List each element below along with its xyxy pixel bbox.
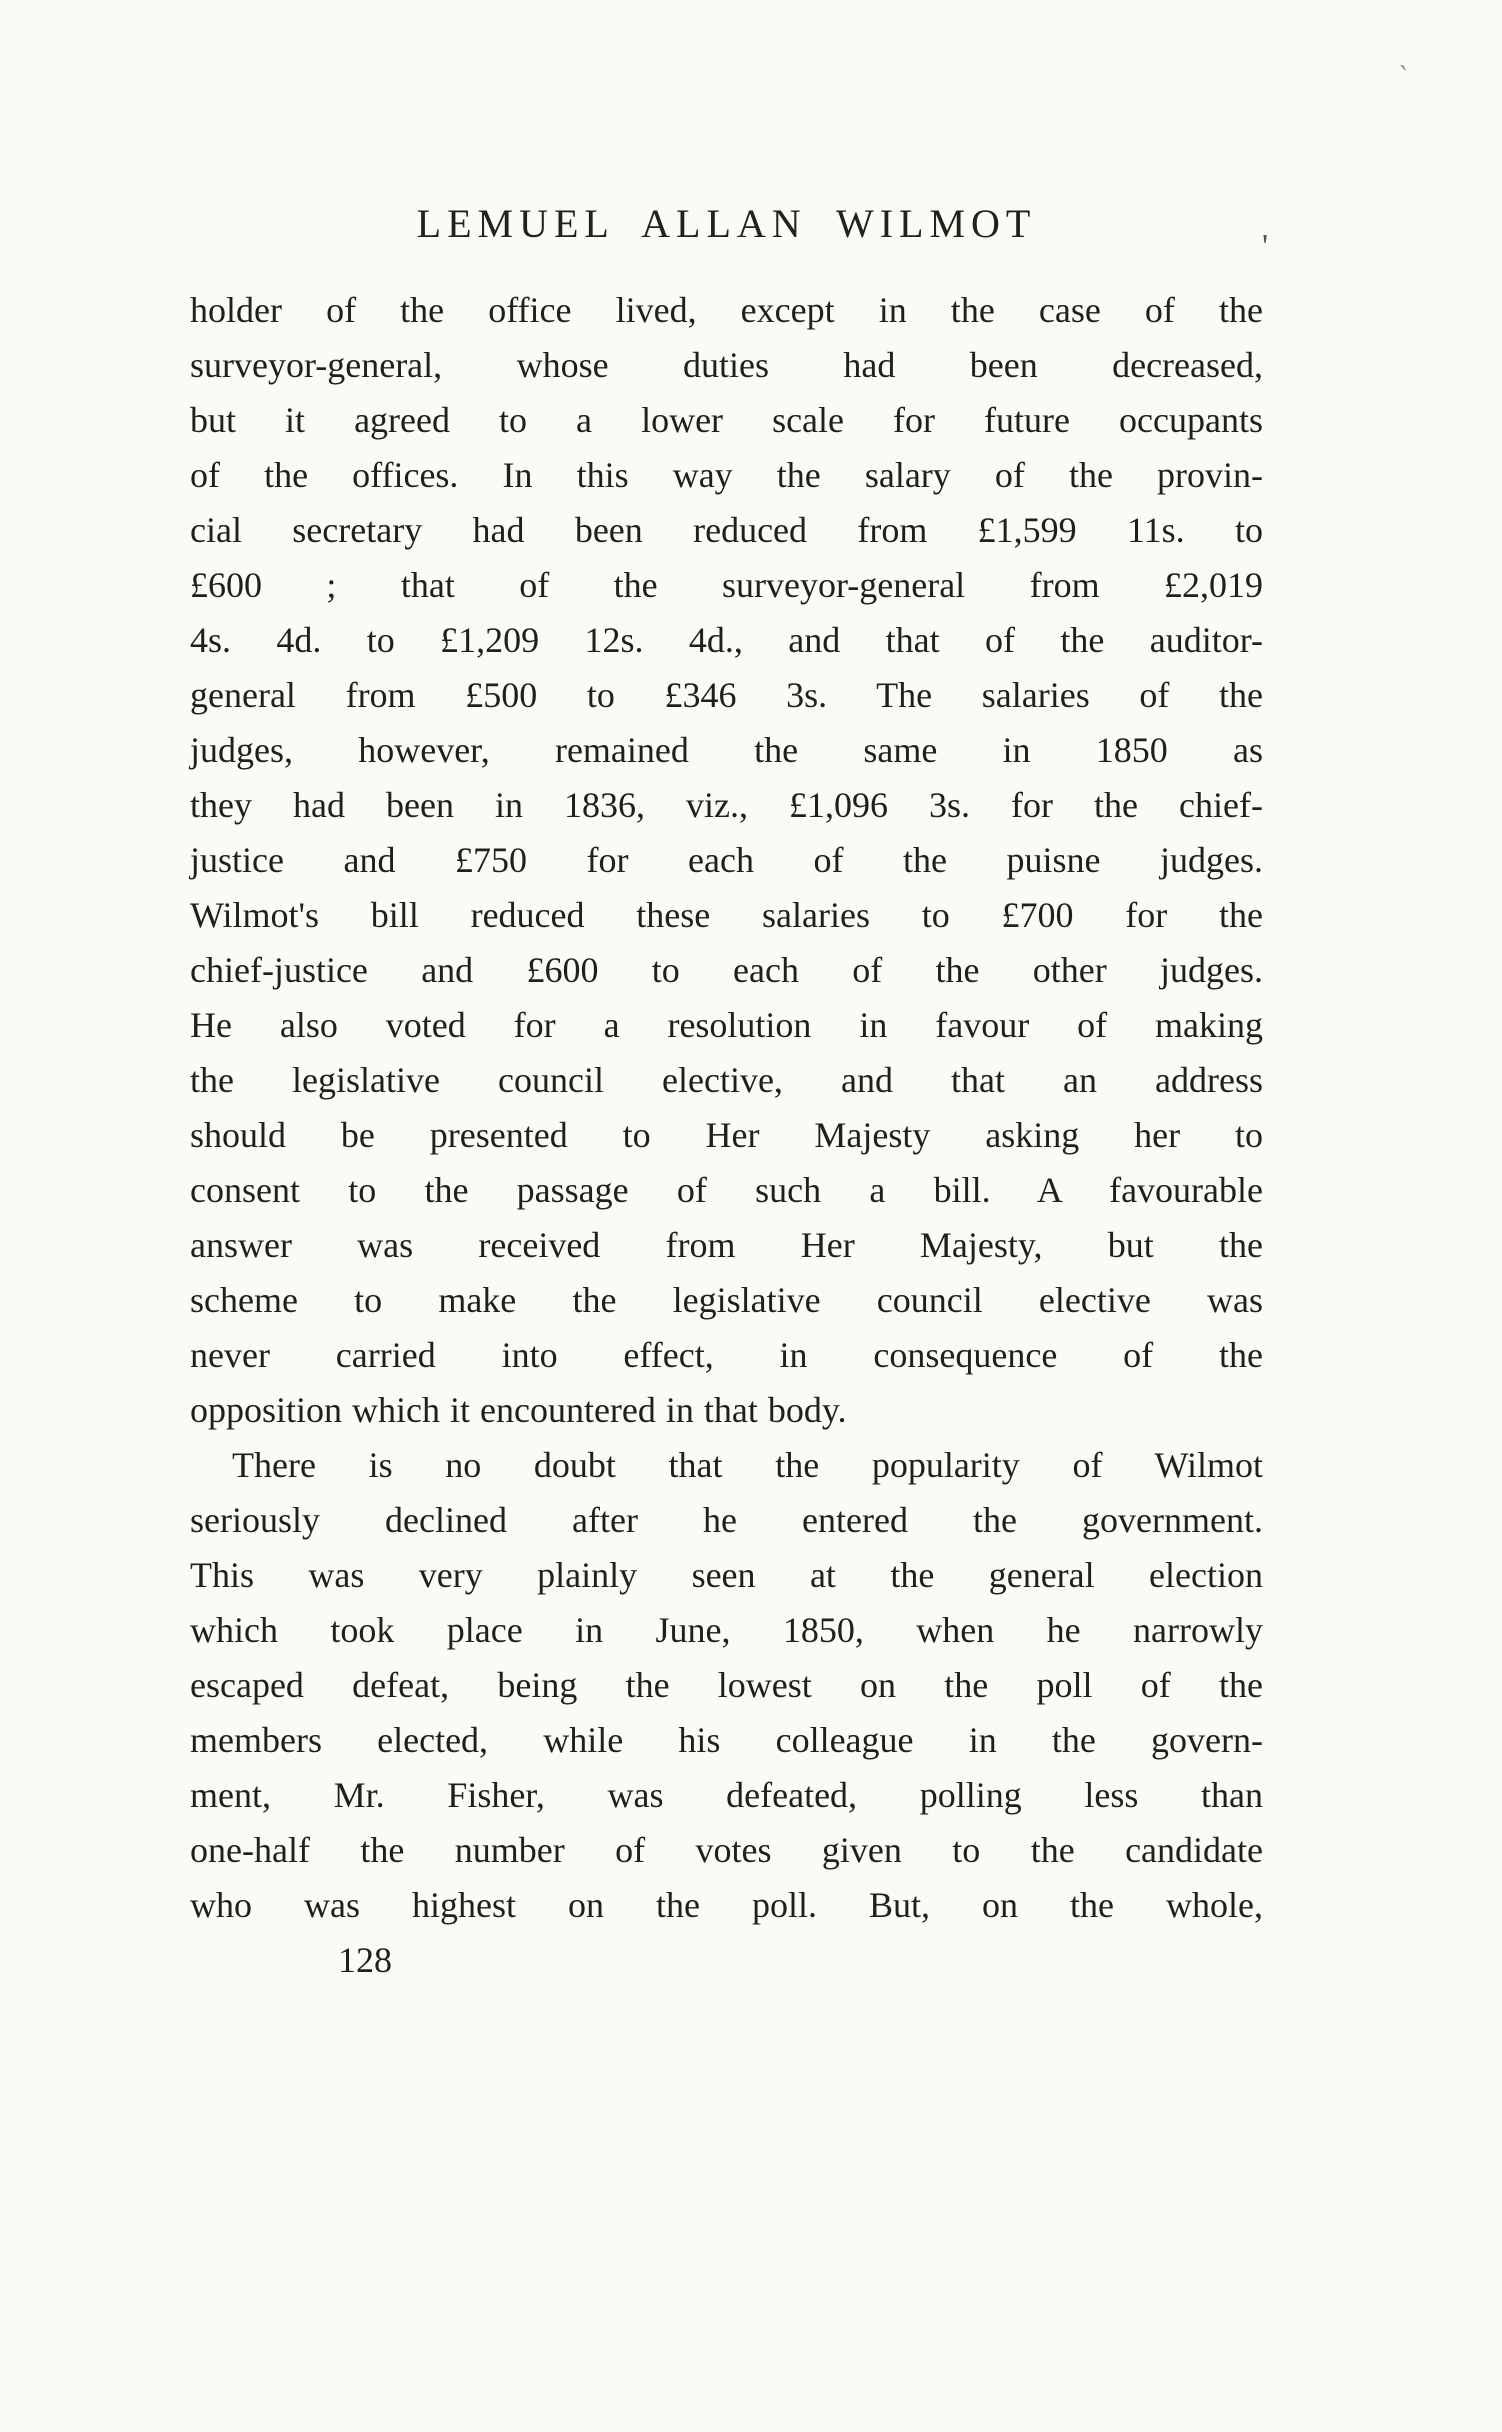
text-line: never carried into effect, in consequence of the — [190, 1335, 1263, 1375]
text-line: but it agreed to a lower scale for future occupants — [190, 400, 1263, 440]
text-line: cial secretary had been reduced from £1,599 11s. to — [190, 510, 1263, 550]
text-line: holder of the office lived, except in the case of the — [190, 290, 1263, 330]
text-line: justice and £750 for each of the puisne judges. — [190, 840, 1263, 880]
text-line: 4s. 4d. to £1,209 12s. 4d., and that of the auditor- — [190, 620, 1263, 660]
page-title: LEMUEL ALLAN WILMOT — [416, 201, 1037, 246]
text-line: £600 ; that of the surveyor-general from £2,019 — [190, 565, 1263, 605]
text-line: seriously declined after he entered the government. — [190, 1500, 1263, 1540]
body-text — [190, 283, 1263, 1933]
text-line: surveyor-general, whose duties had been decreased, — [190, 345, 1263, 385]
text-line: members elected, while his colleague in the govern- — [190, 1720, 1263, 1760]
page-number: 128 — [338, 1940, 392, 1980]
text-line: chief-justice and £600 to each of the other judges. — [190, 950, 1263, 990]
text-line: scheme to make the legislative council elective was — [190, 1280, 1263, 1320]
scan-artifact-corner: ` — [1392, 59, 1410, 94]
text-line: one-half the number of votes given to the candidate — [190, 1830, 1263, 1870]
text-line: which took place in June, 1850, when he narrowly — [190, 1610, 1263, 1650]
text-line: Wilmot's bill reduced these salaries to £700 for the — [190, 895, 1263, 935]
text-line: of the offices. In this way the salary of the provin- — [190, 455, 1263, 495]
text-line: answer was received from Her Majesty, but the — [190, 1225, 1263, 1265]
text-line: consent to the passage of such a bill. A favourable — [190, 1170, 1263, 1210]
text-line: they had been in 1836, viz., £1,096 3s. for the chief- — [190, 785, 1263, 825]
text-line: He also voted for a resolution in favour of making — [190, 1005, 1263, 1045]
text-line: who was highest on the poll. But, on the whole, — [190, 1885, 1263, 1925]
text-line: This was very plainly seen at the general election — [190, 1555, 1263, 1595]
text-line: ment, Mr. Fisher, was defeated, polling less than — [190, 1775, 1263, 1815]
text-line: escaped defeat, being the lowest on the poll of the — [190, 1665, 1263, 1705]
text-line: general from £500 to £346 3s. The salaries of the — [190, 675, 1263, 715]
scan-artifact-mark: ' — [1262, 228, 1269, 265]
text-line: should be presented to Her Majesty asking her to — [190, 1115, 1263, 1155]
text-line: the legislative council elective, and that an address — [190, 1060, 1263, 1100]
text-line: opposition which it encountered in that body. — [190, 1390, 847, 1430]
text-line: There is no doubt that the popularity of Wilmot — [232, 1445, 1263, 1485]
text-line: judges, however, remained the same in 1850 as — [190, 730, 1263, 770]
